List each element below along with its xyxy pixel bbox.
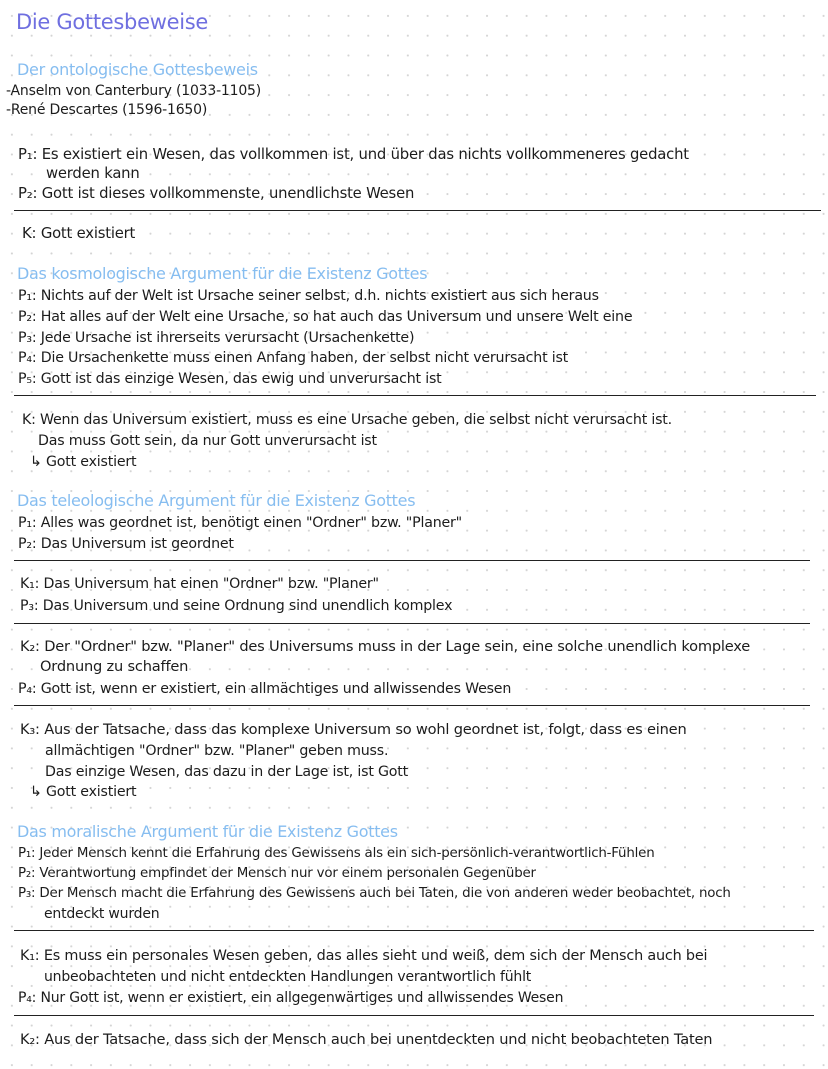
conclusion-label: K₂: bbox=[20, 638, 40, 655]
conclusion-result: ↳ Gott existiert bbox=[30, 784, 137, 800]
premise-p3 bbox=[18, 328, 414, 348]
premise-text: Das Universum und seine Ordnung sind unendlich komplex bbox=[42, 598, 453, 614]
divider bbox=[14, 560, 810, 561]
conclusion-text: Der "Ordner" bzw. "Planer" des Universums muss in der Lage sein, eine solche unendlich komplexe bbox=[44, 638, 751, 655]
conclusion-k3-cont: allmächtigen "Ordner" bzw. "Planer" geben muss. bbox=[45, 743, 389, 759]
conclusion-cont: Das muss Gott sein, da nur Gott unverursacht ist bbox=[38, 433, 377, 449]
premise-text: Alles was geordnet ist, benötigt einen "Ordner" bzw. "Planer" bbox=[40, 515, 463, 531]
conclusion-text: Aus der Tatsache, dass sich der Mensch auch bei unentdeckten und nicht beobachteten Taten bbox=[44, 1031, 713, 1048]
premise-label: P₁: bbox=[18, 146, 38, 163]
divider bbox=[14, 395, 816, 396]
conclusion-k3 bbox=[20, 720, 687, 740]
premise-label: P₃: bbox=[18, 886, 36, 901]
premise-p3-cont: entdeckt wurden bbox=[44, 906, 160, 922]
premise-text: Das Universum ist geordnet bbox=[40, 536, 234, 552]
premise-label: P₄: bbox=[18, 350, 37, 366]
premise-label: P₁: bbox=[18, 288, 37, 304]
page-title: Die Gottesbeweise bbox=[16, 10, 208, 34]
divider bbox=[14, 1015, 814, 1016]
premise-p1-cont: werden kann bbox=[46, 165, 140, 182]
conclusion-k bbox=[22, 224, 135, 244]
conclusion-text: Das Universum hat einen "Ordner" bzw. "Planer" bbox=[43, 576, 379, 592]
premise-p1 bbox=[18, 844, 654, 864]
premise-text: Jeder Mensch kennt die Erfahrung des Gewissens als ein sich-persönlich-verantwortlich-Fühlen bbox=[39, 846, 655, 861]
divider bbox=[14, 930, 814, 931]
divider bbox=[14, 705, 810, 706]
conclusion-k2 bbox=[20, 637, 750, 657]
conclusion-k1-cont: unbeobachteten und nicht entdeckten Handlungen verantwortlich fühlt bbox=[44, 969, 532, 985]
premise-label: P₄: bbox=[18, 990, 37, 1006]
premise-text: Die Ursachenkette muss einen Anfang haben, der selbst nicht verursacht ist bbox=[40, 350, 569, 366]
section-heading-cosmological: Das kosmologische Argument für die Existenz Gottes bbox=[17, 264, 428, 283]
conclusion-k bbox=[22, 410, 672, 430]
conclusion-label: K: bbox=[22, 225, 37, 242]
conclusion-result: ↳ Gott existiert bbox=[30, 454, 137, 470]
premise-p1 bbox=[18, 145, 689, 165]
premise-p4 bbox=[18, 988, 563, 1008]
conclusion-label: K₁: bbox=[20, 948, 40, 964]
premise-label: P₃: bbox=[18, 330, 37, 346]
author-anselm: -Anselm von Canterbury (1033-1105) bbox=[6, 83, 262, 99]
premise-text: Jede Ursache ist ihrerseits verursacht (Ursachenkette) bbox=[40, 330, 415, 346]
premise-p2 bbox=[18, 864, 536, 884]
conclusion-k1 bbox=[20, 946, 707, 966]
premise-label: P₂: bbox=[18, 185, 38, 202]
premise-text: Der Mensch macht die Erfahrung des Gewissens auch bei Taten, die von anderen weder beobachtet, noch bbox=[39, 886, 731, 901]
premise-p1 bbox=[18, 513, 462, 533]
conclusion-label: K₃: bbox=[20, 721, 40, 738]
divider bbox=[14, 210, 821, 211]
conclusion-k3-cont2: Das einzige Wesen, das dazu in der Lage ist, ist Gott bbox=[45, 764, 409, 780]
conclusion-k1 bbox=[20, 574, 379, 594]
premise-p3 bbox=[20, 596, 452, 616]
premise-text: Nichts auf der Welt ist Ursache seiner selbst, d.h. nichts existiert aus sich heraus bbox=[40, 288, 599, 304]
section-heading-moral: Das moralische Argument für die Existenz Gottes bbox=[17, 822, 398, 841]
conclusion-label: K: bbox=[22, 412, 36, 428]
premise-label: P₄: bbox=[18, 681, 37, 697]
premise-text: Verantwortung empfindet der Mensch nur vor einem personalen Gegenüber bbox=[39, 866, 536, 881]
premise-label: P₁: bbox=[18, 846, 36, 861]
premise-label: P₁: bbox=[18, 515, 37, 531]
divider bbox=[14, 623, 810, 624]
conclusion-label: K₂: bbox=[20, 1031, 40, 1048]
premise-p2 bbox=[18, 307, 632, 327]
premise-label: P₂: bbox=[18, 866, 36, 881]
conclusion-text: Es muss ein personales Wesen geben, das alles sieht und weiß, dem sich der Mensch auch bei bbox=[43, 948, 708, 964]
section-heading-teleological: Das teleologische Argument für die Existenz Gottes bbox=[17, 491, 416, 510]
author-descartes: -René Descartes (1596-1650) bbox=[6, 102, 208, 118]
premise-p4 bbox=[18, 679, 511, 699]
premise-p2 bbox=[18, 534, 234, 554]
premise-p3 bbox=[18, 884, 731, 904]
conclusion-k2-cont: Ordnung zu schaffen bbox=[40, 658, 189, 675]
premise-p1 bbox=[18, 286, 599, 306]
premise-text: Hat alles auf der Welt eine Ursache, so hat auch das Universum und unsere Welt eine bbox=[40, 309, 633, 325]
conclusion-text: Wenn das Universum existiert, muss es eine Ursache geben, die selbst nicht verursacht ist. bbox=[40, 412, 672, 428]
premise-label: P₂: bbox=[18, 536, 37, 552]
conclusion-text: Gott existiert bbox=[40, 225, 136, 242]
conclusion-text: Aus der Tatsache, dass das komplexe Universum so wohl geordnet ist, folgt, dass es einen bbox=[44, 721, 687, 738]
premise-label: P₂: bbox=[18, 309, 37, 325]
premise-text: Es existiert ein Wesen, das vollkommen ist, und über das nichts vollkommeneres gedacht bbox=[41, 146, 689, 163]
premise-p4 bbox=[18, 348, 568, 368]
conclusion-k2 bbox=[20, 1030, 712, 1050]
premise-p5 bbox=[18, 369, 442, 389]
section-heading-ontological: Der ontologische Gottesbeweis bbox=[17, 60, 258, 79]
premise-p2 bbox=[18, 184, 414, 204]
premise-text: Nur Gott ist, wenn er existiert, ein allgegenwärtiges und allwissendes Wesen bbox=[40, 990, 564, 1006]
premise-text: Gott ist dieses vollkommenste, unendlichste Wesen bbox=[41, 185, 415, 202]
premise-label: P₃: bbox=[20, 598, 39, 614]
premise-text: Gott ist, wenn er existiert, ein allmächtiges und allwissendes Wesen bbox=[40, 681, 512, 697]
premise-label: P₅: bbox=[18, 371, 37, 387]
premise-text: Gott ist das einzige Wesen, das ewig und unverursacht ist bbox=[40, 371, 442, 387]
conclusion-label: K₁: bbox=[20, 576, 40, 592]
